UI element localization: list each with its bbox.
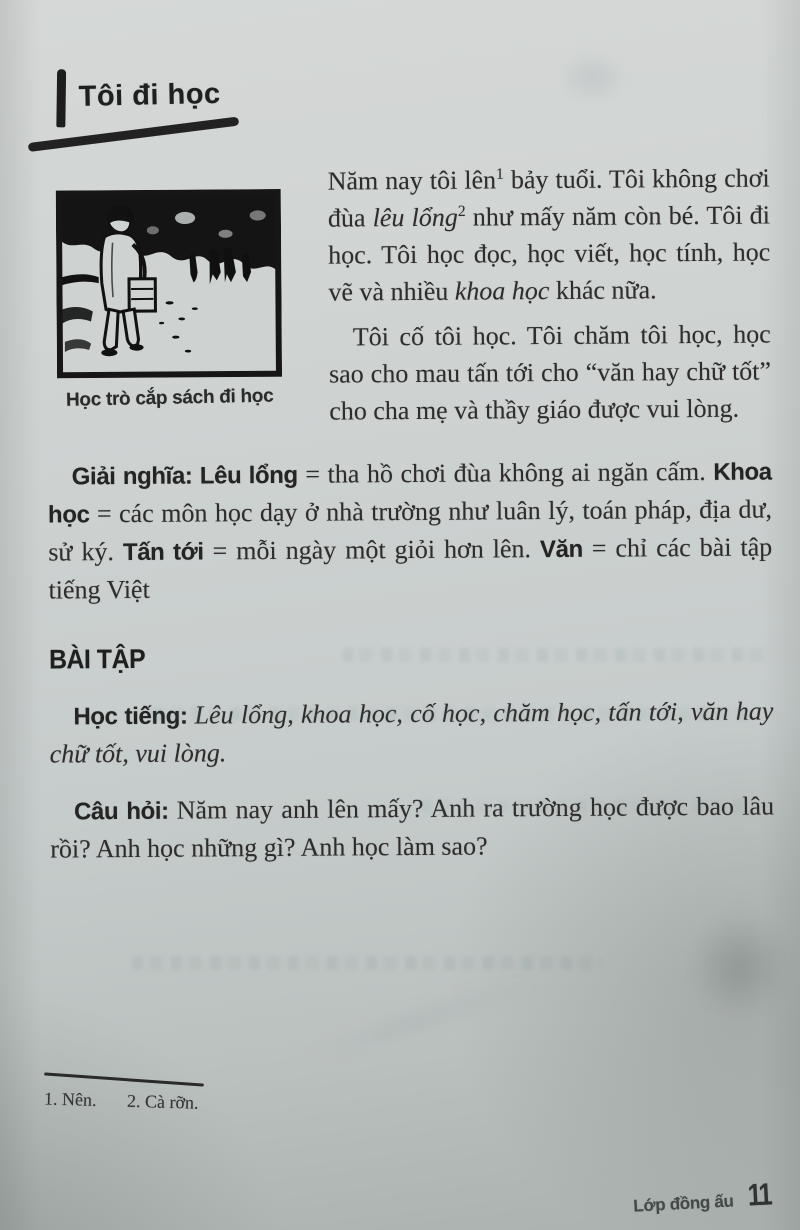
scan-smudge	[670, 890, 800, 1040]
footnote-block	[44, 1078, 225, 1112]
footnote-number: 1.	[43, 1088, 58, 1109]
exercises-heading	[49, 639, 773, 675]
vocabulary-label: Học tiếng:	[73, 702, 195, 731]
questions-exercise	[50, 787, 775, 867]
lesson-body	[46, 159, 775, 867]
bleed-through-ghost	[132, 956, 602, 970]
p1-text: bảy tuổi. Tôi không chơi đùa	[327, 163, 770, 233]
footnote-ref-1: 1	[495, 165, 504, 183]
vocabulary-exercise	[49, 692, 774, 772]
p1-text: khác nữa.	[549, 275, 657, 306]
paragraph-2: Tôi cố tôi học. Tôi chăm tôi học, học sao cho mau tấn tới cho “văn hay chữ tốt” cho cha mẹ và thầy giáo được vui lòng.	[328, 319, 772, 426]
scan-smudge	[545, 42, 640, 112]
glossary-term: Lêu lổng	[199, 461, 298, 490]
page-footer	[632, 1176, 775, 1219]
footnote-1	[44, 1088, 97, 1109]
footer-page-number: 11	[747, 1176, 772, 1213]
footnotes	[44, 1088, 225, 1114]
glossary-definition: = mỗi ngày một giỏi hơn lên.	[203, 534, 541, 566]
p1-italic-term: lêu lổng	[372, 202, 458, 233]
exercises-heading-text: BÀI TẬP	[48, 643, 146, 675]
footnote-text: Nên.	[57, 1088, 97, 1110]
footnote-ref-2: 2	[457, 202, 466, 221]
title-accent-bar	[56, 69, 66, 127]
glossary-paragraph	[48, 452, 773, 608]
scan-smudge	[240, 936, 601, 1104]
page-title: Tôi đi học	[78, 77, 221, 113]
glossary-term: Văn	[539, 535, 583, 564]
lesson-figure	[56, 189, 283, 411]
lesson-title-block	[48, 58, 388, 113]
glossary-term: Tấn tới	[122, 538, 204, 567]
glossary-definition: = các môn học dạy ở nhà trường như luân lý, toán pháp, địa dư, sử ký.	[48, 494, 773, 567]
questions-label: Câu hỏi:	[73, 797, 177, 826]
vocabulary-list: Lêu lổng, khoa học, cố học, chăm học, tấn tới, văn hay chữ tốt, vui lòng.	[49, 696, 774, 769]
footer-book-label: Lớp đồng ấu	[632, 1191, 734, 1216]
footnote-text: Cà rỡn.	[140, 1091, 199, 1113]
p1-italic-term: khoa học	[454, 276, 550, 306]
glossary-label: Giải nghĩa:	[71, 462, 200, 491]
questions-text: Năm nay anh lên mấy? Anh ra trường học được bao lâu rồi? Anh học những gì? Anh học làm sao?	[50, 791, 775, 864]
glossary-definition: = chỉ các bài tập tiếng Việt	[48, 532, 773, 605]
illustration-caption: Học trò cắp sách đi học	[65, 385, 274, 411]
p1-text: Năm nay tôi lên	[327, 165, 497, 196]
footnote-number: 2.	[126, 1090, 141, 1112]
p1-text: như mấy năm còn bé. Tôi đi học. Tôi học đọc, học viết, học tính, học vẽ và nhiều	[328, 200, 771, 307]
footnote-rule	[44, 1072, 204, 1086]
glossary-term: Khoa học	[47, 458, 772, 529]
lesson-illustration	[56, 189, 282, 379]
footnote-2	[127, 1091, 199, 1113]
glossary-definition: = tha hồ chơi đùa không ai ngăn cấm.	[297, 456, 714, 489]
